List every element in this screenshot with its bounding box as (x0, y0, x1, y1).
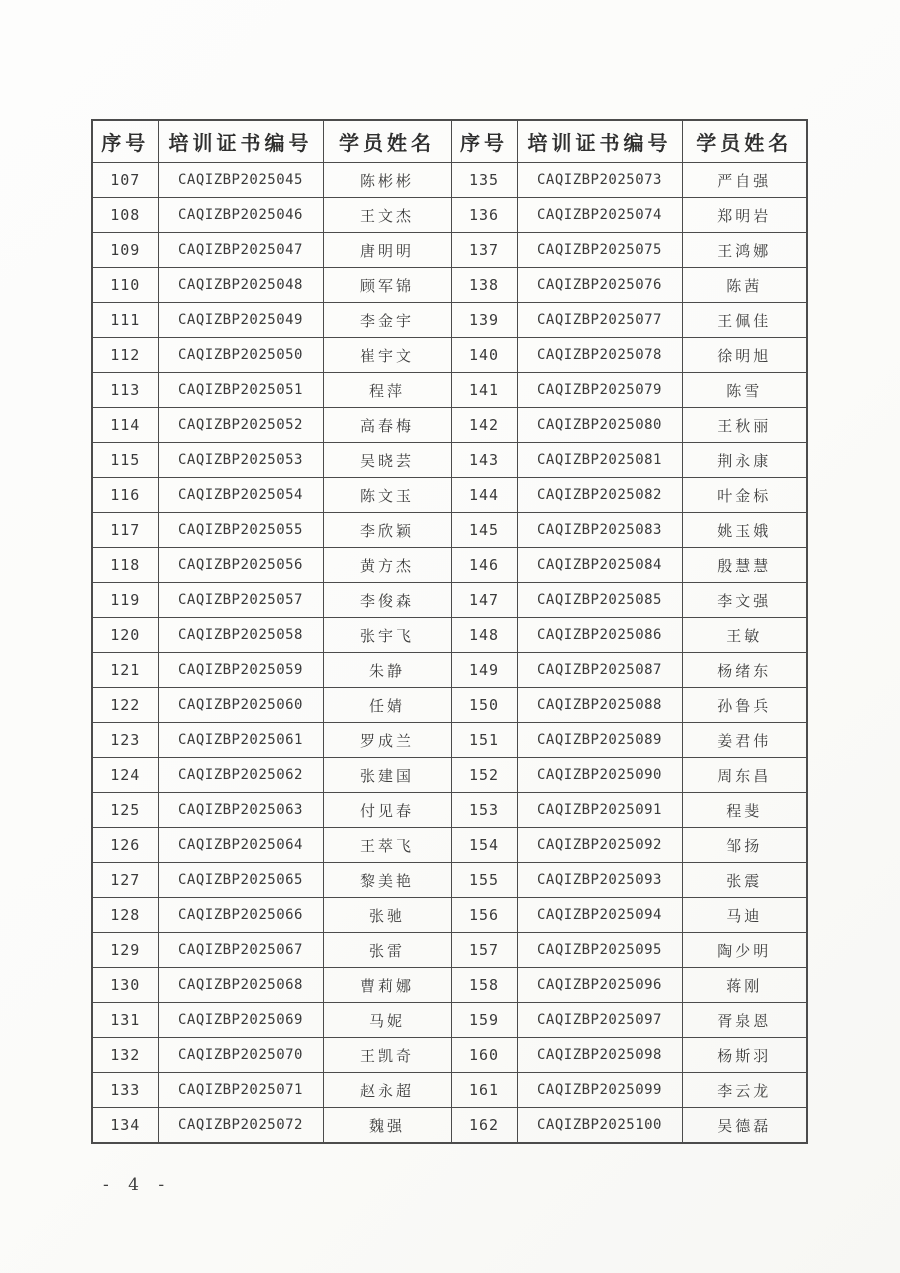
serial-cell: 134 (92, 1108, 158, 1144)
table-row (92, 163, 807, 198)
table-row (92, 828, 807, 863)
certificate-cell: CAQIZBP2025050 (158, 338, 323, 373)
table-row (92, 408, 807, 443)
serial-cell: 130 (92, 968, 158, 1003)
table-row (92, 548, 807, 583)
serial-cell: 123 (92, 723, 158, 758)
certificate-cell: CAQIZBP2025089 (517, 723, 682, 758)
name-cell: 崔宇文 (323, 338, 451, 373)
name-cell: 徐明旭 (682, 338, 807, 373)
name-cell: 叶金标 (682, 478, 807, 513)
table-row (92, 303, 807, 338)
name-cell: 郑明岩 (682, 198, 807, 233)
table-row (92, 1073, 807, 1108)
serial-cell: 111 (92, 303, 158, 338)
name-cell: 李金宇 (323, 303, 451, 338)
certificate-cell: CAQIZBP2025087 (517, 653, 682, 688)
column-header-certificate-left: 培训证书编号 (158, 120, 323, 163)
table-row (92, 443, 807, 478)
table-row (92, 758, 807, 793)
certificate-cell: CAQIZBP2025092 (517, 828, 682, 863)
certificate-cell: CAQIZBP2025067 (158, 933, 323, 968)
name-cell: 张雷 (323, 933, 451, 968)
table-row (92, 268, 807, 303)
name-cell: 陈彬彬 (323, 163, 451, 198)
name-cell: 朱静 (323, 653, 451, 688)
table-row (92, 583, 807, 618)
name-cell: 罗成兰 (323, 723, 451, 758)
name-cell: 李俊森 (323, 583, 451, 618)
name-cell: 张宇飞 (323, 618, 451, 653)
name-cell: 姜君伟 (682, 723, 807, 758)
certificate-cell: CAQIZBP2025095 (517, 933, 682, 968)
name-cell: 姚玉娥 (682, 513, 807, 548)
serial-cell: 158 (451, 968, 517, 1003)
column-header-serial-right: 序号 (451, 120, 517, 163)
serial-cell: 157 (451, 933, 517, 968)
certificate-cell: CAQIZBP2025051 (158, 373, 323, 408)
certificate-cell: CAQIZBP2025064 (158, 828, 323, 863)
name-cell: 王凯奇 (323, 1038, 451, 1073)
certificate-cell: CAQIZBP2025053 (158, 443, 323, 478)
serial-cell: 139 (451, 303, 517, 338)
certificate-cell: CAQIZBP2025061 (158, 723, 323, 758)
certificate-cell: CAQIZBP2025066 (158, 898, 323, 933)
table-row (92, 898, 807, 933)
table-row (92, 373, 807, 408)
certificate-cell: CAQIZBP2025081 (517, 443, 682, 478)
column-header-serial-left: 序号 (92, 120, 158, 163)
serial-cell: 120 (92, 618, 158, 653)
name-cell: 张驰 (323, 898, 451, 933)
name-cell: 陈雪 (682, 373, 807, 408)
name-cell: 蒋刚 (682, 968, 807, 1003)
name-cell: 王鸿娜 (682, 233, 807, 268)
certificate-cell: CAQIZBP2025096 (517, 968, 682, 1003)
table-row (92, 968, 807, 1003)
name-cell: 程斐 (682, 793, 807, 828)
serial-cell: 132 (92, 1038, 158, 1073)
certificate-cell: CAQIZBP2025073 (517, 163, 682, 198)
name-cell: 严自强 (682, 163, 807, 198)
serial-cell: 148 (451, 618, 517, 653)
certificate-cell: CAQIZBP2025055 (158, 513, 323, 548)
serial-cell: 114 (92, 408, 158, 443)
name-cell: 吴德磊 (682, 1108, 807, 1144)
serial-cell: 107 (92, 163, 158, 198)
certificate-cell: CAQIZBP2025059 (158, 653, 323, 688)
name-cell: 黎美艳 (323, 863, 451, 898)
serial-cell: 146 (451, 548, 517, 583)
name-cell: 王秋丽 (682, 408, 807, 443)
serial-cell: 115 (92, 443, 158, 478)
name-cell: 李云龙 (682, 1073, 807, 1108)
name-cell: 黄方杰 (323, 548, 451, 583)
name-cell: 高春梅 (323, 408, 451, 443)
table-row (92, 688, 807, 723)
serial-cell: 117 (92, 513, 158, 548)
name-cell: 魏强 (323, 1108, 451, 1144)
name-cell: 陈茜 (682, 268, 807, 303)
certificate-cell: CAQIZBP2025099 (517, 1073, 682, 1108)
name-cell: 孙鲁兵 (682, 688, 807, 723)
certificate-cell: CAQIZBP2025070 (158, 1038, 323, 1073)
certificate-cell: CAQIZBP2025049 (158, 303, 323, 338)
serial-cell: 116 (92, 478, 158, 513)
table-row (92, 478, 807, 513)
page-number: - 4 - (103, 1175, 172, 1195)
name-cell: 张震 (682, 863, 807, 898)
certificate-cell: CAQIZBP2025045 (158, 163, 323, 198)
certificate-cell: CAQIZBP2025054 (158, 478, 323, 513)
serial-cell: 133 (92, 1073, 158, 1108)
name-cell: 吴晓芸 (323, 443, 451, 478)
serial-cell: 138 (451, 268, 517, 303)
name-cell: 李欣颖 (323, 513, 451, 548)
certificate-cell: CAQIZBP2025079 (517, 373, 682, 408)
serial-cell: 144 (451, 478, 517, 513)
certificate-cell: CAQIZBP2025062 (158, 758, 323, 793)
table-row (92, 233, 807, 268)
table-row (92, 618, 807, 653)
table-header (92, 120, 807, 163)
certificate-cell: CAQIZBP2025072 (158, 1108, 323, 1144)
table-row (92, 1038, 807, 1073)
certificate-cell: CAQIZBP2025093 (517, 863, 682, 898)
name-cell: 殷慧慧 (682, 548, 807, 583)
name-cell: 荆永康 (682, 443, 807, 478)
column-header-name-left: 学员姓名 (323, 120, 451, 163)
table-row (92, 863, 807, 898)
name-cell: 付见春 (323, 793, 451, 828)
serial-cell: 113 (92, 373, 158, 408)
serial-cell: 109 (92, 233, 158, 268)
serial-cell: 160 (451, 1038, 517, 1073)
serial-cell: 108 (92, 198, 158, 233)
serial-cell: 136 (451, 198, 517, 233)
serial-cell: 149 (451, 653, 517, 688)
certificate-cell: CAQIZBP2025083 (517, 513, 682, 548)
certificate-roster-table (91, 119, 808, 1144)
serial-cell: 112 (92, 338, 158, 373)
name-cell: 马妮 (323, 1003, 451, 1038)
serial-cell: 153 (451, 793, 517, 828)
certificate-cell: CAQIZBP2025063 (158, 793, 323, 828)
serial-cell: 124 (92, 758, 158, 793)
table-row (92, 513, 807, 548)
name-cell: 邹扬 (682, 828, 807, 863)
serial-cell: 125 (92, 793, 158, 828)
certificate-cell: CAQIZBP2025075 (517, 233, 682, 268)
serial-cell: 126 (92, 828, 158, 863)
certificate-cell: CAQIZBP2025086 (517, 618, 682, 653)
serial-cell: 140 (451, 338, 517, 373)
serial-cell: 141 (451, 373, 517, 408)
serial-cell: 156 (451, 898, 517, 933)
name-cell: 马迪 (682, 898, 807, 933)
serial-cell: 147 (451, 583, 517, 618)
name-cell: 胥泉恩 (682, 1003, 807, 1038)
table-header-row (92, 120, 807, 163)
serial-cell: 159 (451, 1003, 517, 1038)
column-header-certificate-right: 培训证书编号 (517, 120, 682, 163)
certificate-cell: CAQIZBP2025069 (158, 1003, 323, 1038)
serial-cell: 145 (451, 513, 517, 548)
serial-cell: 110 (92, 268, 158, 303)
serial-cell: 131 (92, 1003, 158, 1038)
name-cell: 陶少明 (682, 933, 807, 968)
certificate-cell: CAQIZBP2025046 (158, 198, 323, 233)
serial-cell: 122 (92, 688, 158, 723)
serial-cell: 118 (92, 548, 158, 583)
serial-cell: 142 (451, 408, 517, 443)
certificate-cell: CAQIZBP2025056 (158, 548, 323, 583)
certificate-cell: CAQIZBP2025080 (517, 408, 682, 443)
name-cell: 杨绪东 (682, 653, 807, 688)
table-row (92, 793, 807, 828)
table-row (92, 933, 807, 968)
certificate-cell: CAQIZBP2025090 (517, 758, 682, 793)
name-cell: 王文杰 (323, 198, 451, 233)
certificate-cell: CAQIZBP2025082 (517, 478, 682, 513)
name-cell: 王敏 (682, 618, 807, 653)
certificate-cell: CAQIZBP2025094 (517, 898, 682, 933)
certificate-cell: CAQIZBP2025084 (517, 548, 682, 583)
table-row (92, 723, 807, 758)
serial-cell: 121 (92, 653, 158, 688)
name-cell: 张建国 (323, 758, 451, 793)
serial-cell: 155 (451, 863, 517, 898)
serial-cell: 143 (451, 443, 517, 478)
certificate-cell: CAQIZBP2025048 (158, 268, 323, 303)
certificate-cell: CAQIZBP2025077 (517, 303, 682, 338)
table-row (92, 1108, 807, 1144)
serial-cell: 128 (92, 898, 158, 933)
certificate-cell: CAQIZBP2025085 (517, 583, 682, 618)
serial-cell: 119 (92, 583, 158, 618)
certificate-cell: CAQIZBP2025052 (158, 408, 323, 443)
certificate-cell: CAQIZBP2025074 (517, 198, 682, 233)
serial-cell: 154 (451, 828, 517, 863)
certificate-cell: CAQIZBP2025076 (517, 268, 682, 303)
certificate-cell: CAQIZBP2025057 (158, 583, 323, 618)
serial-cell: 129 (92, 933, 158, 968)
certificate-cell: CAQIZBP2025065 (158, 863, 323, 898)
certificate-cell: CAQIZBP2025091 (517, 793, 682, 828)
name-cell: 顾军锦 (323, 268, 451, 303)
table-row (92, 198, 807, 233)
certificate-cell: CAQIZBP2025071 (158, 1073, 323, 1108)
name-cell: 任婧 (323, 688, 451, 723)
certificate-cell: CAQIZBP2025100 (517, 1108, 682, 1144)
serial-cell: 135 (451, 163, 517, 198)
serial-cell: 161 (451, 1073, 517, 1108)
name-cell: 李文强 (682, 583, 807, 618)
certificate-cell: CAQIZBP2025068 (158, 968, 323, 1003)
certificate-cell: CAQIZBP2025088 (517, 688, 682, 723)
serial-cell: 151 (451, 723, 517, 758)
name-cell: 陈文玉 (323, 478, 451, 513)
certificate-cell: CAQIZBP2025097 (517, 1003, 682, 1038)
certificate-cell: CAQIZBP2025098 (517, 1038, 682, 1073)
certificate-cell: CAQIZBP2025078 (517, 338, 682, 373)
column-header-name-right: 学员姓名 (682, 120, 807, 163)
certificate-cell: CAQIZBP2025060 (158, 688, 323, 723)
name-cell: 曹莉娜 (323, 968, 451, 1003)
serial-cell: 127 (92, 863, 158, 898)
name-cell: 周东昌 (682, 758, 807, 793)
name-cell: 唐明明 (323, 233, 451, 268)
name-cell: 赵永超 (323, 1073, 451, 1108)
serial-cell: 162 (451, 1108, 517, 1144)
table-row (92, 1003, 807, 1038)
name-cell: 王佩佳 (682, 303, 807, 338)
table-row (92, 653, 807, 688)
certificate-cell: CAQIZBP2025058 (158, 618, 323, 653)
serial-cell: 150 (451, 688, 517, 723)
table-row (92, 338, 807, 373)
name-cell: 程萍 (323, 373, 451, 408)
serial-cell: 137 (451, 233, 517, 268)
certificate-cell: CAQIZBP2025047 (158, 233, 323, 268)
name-cell: 杨斯羽 (682, 1038, 807, 1073)
serial-cell: 152 (451, 758, 517, 793)
name-cell: 王萃飞 (323, 828, 451, 863)
table-body (92, 163, 807, 1144)
